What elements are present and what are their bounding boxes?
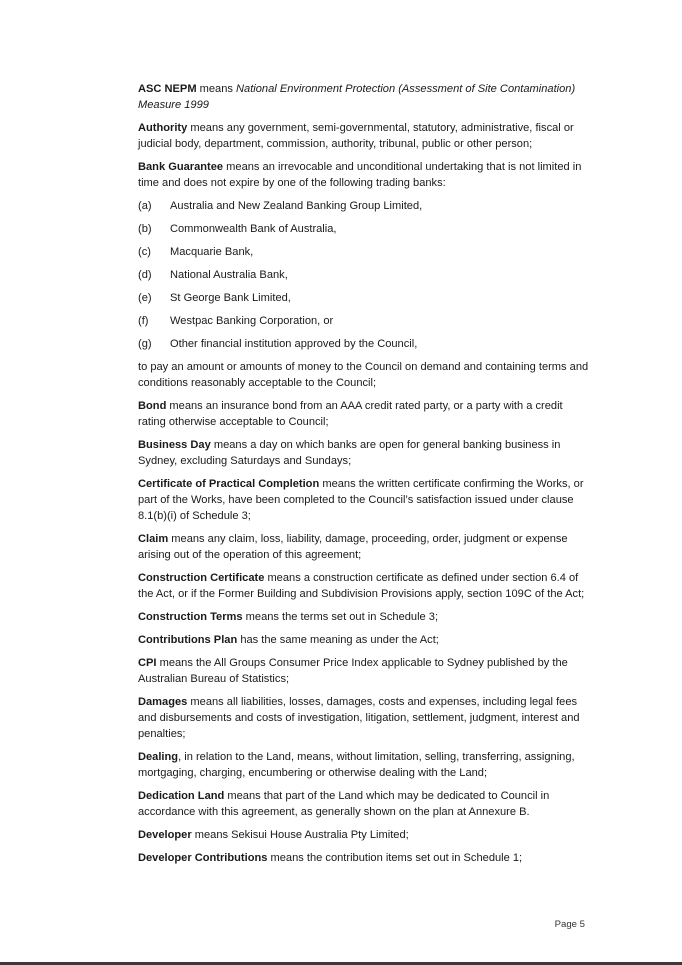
definition-text: means any government, semi-governmental, statutory, administrative, fiscal or judicial body, department, commission, authority, tribunal, public or other person; xyxy=(138,122,574,151)
definition-text: means the All Groups Consumer Price Index applicable to Sydney published by the Australian Bureau of Statistics; xyxy=(138,656,568,685)
definition-text: has the same meaning as under the Act; xyxy=(237,634,439,646)
definition-bond xyxy=(138,398,590,430)
definition-dealing xyxy=(138,749,590,781)
definition-term: Dedication Land xyxy=(138,790,225,802)
definition-term: Contributions Plan xyxy=(138,634,238,646)
definition-term: Authority xyxy=(138,122,188,134)
definition-term: Bank Guarantee xyxy=(138,161,224,173)
definition-construction-certificate xyxy=(138,570,590,602)
definition-text: means an irrevocable and unconditional undertaking that is not limited in time and does not expire by one of the following trading banks: xyxy=(138,161,582,190)
list-label: (c) xyxy=(138,246,151,258)
definition-term: Dealing xyxy=(138,751,179,763)
definition-text: means a day on which banks are open for general banking business in Sydney, excluding Saturdays and Sundays; xyxy=(138,439,561,468)
definition-text: , in relation to the Land, means, without limitation, selling, transferring, assigning, mortgaging, charging, encumbering or otherwise dealing with the Land; xyxy=(138,751,575,780)
definition-contributions-plan xyxy=(138,632,590,648)
definition-term: Bond xyxy=(138,400,167,412)
list-text: Macquarie Bank, xyxy=(170,246,254,258)
definition-italic-text: National Environment Protection (Assessment of Site Contamination) Measure 1999 xyxy=(138,83,576,112)
definition-text: means all liabilities, losses, damages, costs and expenses, including legal fees and disbursements and costs of investigation, litigation, settlement, judgment, interest and penalties; xyxy=(138,695,580,741)
list-text: Other financial institution approved by the Council, xyxy=(170,338,418,350)
definition-authority xyxy=(138,120,590,152)
list-text: Commonwealth Bank of Australia, xyxy=(170,223,337,235)
list-item xyxy=(138,267,590,283)
definition-text: means a construction certificate as defined under section 6.4 of the Act, or if the Former Building and Subdivision Provisions apply, section 109C of the Act; xyxy=(138,572,585,601)
list-label: (g) xyxy=(138,338,152,350)
definition-bank-guarantee xyxy=(138,159,590,191)
list-item xyxy=(138,336,590,352)
definition-text: means an insurance bond from an AAA credit rated party, or a party with a credit rating otherwise acceptable to Council; xyxy=(138,400,563,429)
list-label: (e) xyxy=(138,292,152,304)
list-label: (f) xyxy=(138,315,149,327)
list-label: (b) xyxy=(138,223,152,235)
definition-damages xyxy=(138,694,590,743)
definition-construction-terms xyxy=(138,609,590,625)
definition-text: means Sekisui House Australia Pty Limited; xyxy=(191,829,409,841)
list-text: Australia and New Zealand Banking Group Limited, xyxy=(170,200,423,212)
definitions-body xyxy=(138,81,590,873)
definition-term: Business Day xyxy=(138,439,211,451)
definition-dedication-land xyxy=(138,788,590,820)
definition-business-day xyxy=(138,437,590,469)
definition-asc-nepm xyxy=(138,81,590,113)
definition-text: means the terms set out in Schedule 3; xyxy=(242,611,439,624)
list-item xyxy=(138,198,590,214)
definition-claim xyxy=(138,531,590,563)
definition-text: means the written certificate confirming the Works, or part of the Works, have been completed to the Council’s satisfaction issued under clause 8.1(b)(i) of Schedule 3; xyxy=(138,478,584,523)
page-number: Page 5 xyxy=(554,919,585,930)
definition-term: ASC NEPM xyxy=(138,83,197,95)
definition-certificate-of-practical-completion xyxy=(138,476,590,525)
definition-term: Developer xyxy=(138,829,192,841)
definition-text: means the contribution items set out in Schedule 1; xyxy=(267,851,523,864)
list-text: St George Bank Limited, xyxy=(170,292,291,304)
definition-term: Developer Contributions xyxy=(138,851,268,864)
definition-term: Construction Terms xyxy=(138,611,243,624)
bank-list xyxy=(138,198,590,352)
list-item xyxy=(138,313,590,329)
list-label: (d) xyxy=(138,269,152,281)
definition-text: means any claim, loss, liability, damage, proceeding, order, judgment or expense arising out of the operation of this agreement; xyxy=(138,533,568,562)
definition-developer xyxy=(138,827,590,843)
definition-text: means that part of the Land which may be dedicated to Council in accordance with this agreement, as generally shown on the plan at Annexure B. xyxy=(138,790,550,819)
definition-term: Damages xyxy=(138,695,188,708)
definition-term: Construction Certificate xyxy=(138,572,265,585)
list-text: National Australia Bank, xyxy=(170,269,288,281)
definition-text: means xyxy=(196,83,237,95)
list-item xyxy=(138,290,590,306)
list-text: Westpac Banking Corporation, or xyxy=(170,315,334,327)
bank-guarantee-continuation: to pay an amount or amounts of money to the Council on demand and containing terms and conditions reasonably acceptable to the Council; xyxy=(138,361,589,390)
list-label: (a) xyxy=(138,200,152,212)
definition-term: Claim xyxy=(138,533,169,546)
list-item xyxy=(138,221,590,237)
definition-developer-contributions xyxy=(138,850,590,866)
definition-term: Certificate of Practical Completion xyxy=(138,478,320,490)
list-item xyxy=(138,244,590,260)
definition-cpi xyxy=(138,655,590,687)
definition-term: CPI xyxy=(138,656,157,669)
